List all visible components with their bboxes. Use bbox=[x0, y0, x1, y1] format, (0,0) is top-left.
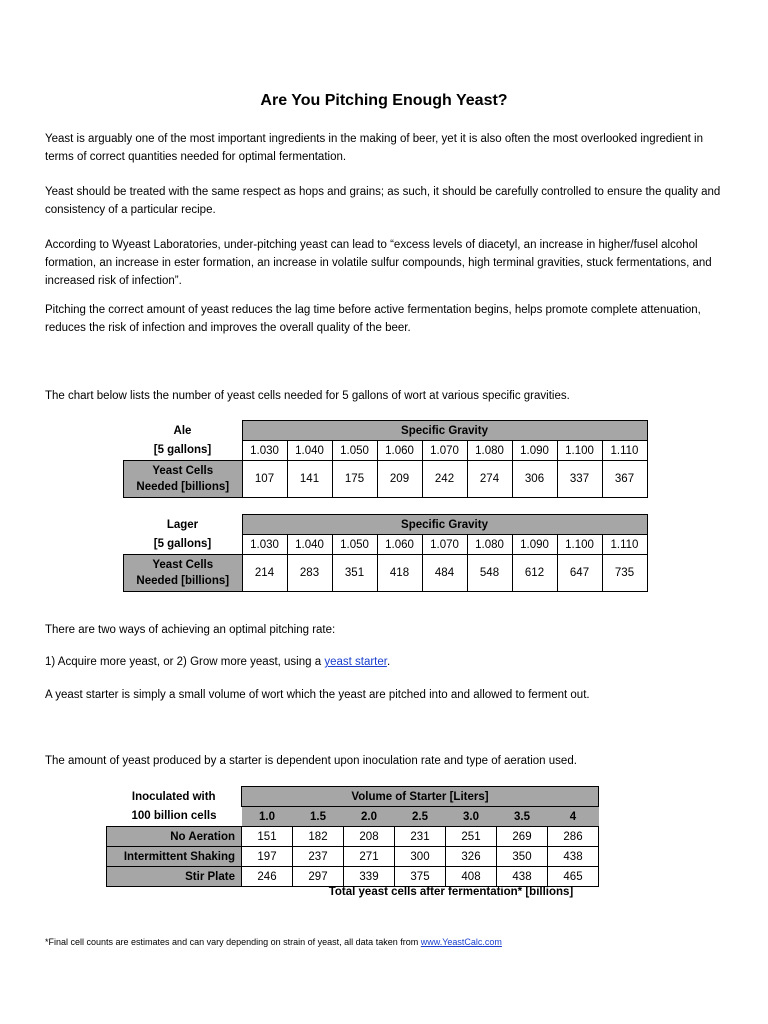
lager-value-cell: 351 bbox=[332, 555, 377, 592]
lager-value-cell: 548 bbox=[467, 555, 512, 592]
ale-label: Ale bbox=[173, 424, 192, 437]
wyeast-paragraph: According to Wyeast Laboratories, under-pitching yeast can lead to “excess levels of diacetyl, an increase in higher/fusel alcohol formation, an increase in ester formation, an increase in volatile sulfur compounds, high terminal gravities, stuck fermentations, and increased risk of infection”. bbox=[45, 239, 712, 287]
gravity-cell: 1.090 bbox=[512, 441, 557, 461]
cell-count: 197 bbox=[242, 847, 293, 867]
cell-count: 237 bbox=[293, 847, 344, 867]
gravity-cell: 1.030 bbox=[242, 535, 287, 555]
gravity-cell: 1.070 bbox=[422, 535, 467, 555]
cell-count: 246 bbox=[242, 867, 293, 887]
cell-count: 251 bbox=[446, 827, 497, 847]
cell-count: 271 bbox=[344, 847, 395, 867]
cell-count: 182 bbox=[293, 827, 344, 847]
intro-paragraph: Yeast is arguably one of the most important ingredients in the making of beer, yet it is also often the most overlooked ingredient in terms of correct quantities needed for optimal fermentation. bbox=[45, 133, 704, 163]
footnote bbox=[45, 937, 502, 947]
ale-value-cell: 306 bbox=[512, 461, 557, 498]
cell-count: 465 bbox=[548, 867, 599, 887]
ale-value-cell: 242 bbox=[422, 461, 467, 498]
lager-value-cell: 214 bbox=[242, 555, 287, 592]
lager-value-cell: 484 bbox=[422, 555, 467, 592]
gravity-cell: 1.040 bbox=[287, 535, 332, 555]
gravity-cell: 1.040 bbox=[287, 441, 332, 461]
lager-value-cell: 418 bbox=[377, 555, 422, 592]
inoculated-label: Inoculated with bbox=[131, 790, 216, 803]
cell-count: 375 bbox=[395, 867, 446, 887]
lager-value-cell: 283 bbox=[287, 555, 332, 592]
cell-count: 231 bbox=[395, 827, 446, 847]
ale-specific-gravity-header: Specific Gravity bbox=[242, 421, 647, 441]
yeast-starter-link[interactable]: yeast starter bbox=[324, 656, 387, 668]
ale-value-cell: 367 bbox=[602, 461, 647, 498]
gravity-cell: 1.050 bbox=[332, 535, 377, 555]
gravity-cell: 1.100 bbox=[557, 535, 602, 555]
ale-value-cell: 141 bbox=[287, 461, 332, 498]
ale-value-cell: 209 bbox=[377, 461, 422, 498]
volume-cell: 3.0 bbox=[446, 807, 497, 827]
aeration-label: No Aeration bbox=[107, 827, 242, 847]
ale-volume-label: [5 gallons] bbox=[153, 444, 212, 457]
ale-value-cell: 175 bbox=[332, 461, 377, 498]
cell-count: 438 bbox=[497, 867, 548, 887]
chart-intro: The chart below lists the number of yeast cells needed for 5 gallons of wort at various specific gravities. bbox=[45, 390, 570, 402]
lager-value-cell: 612 bbox=[512, 555, 557, 592]
pitching-paragraph: Pitching the correct amount of yeast reduces the lag time before active fermentation begins, helps promote complete attenuation, reduces the risk of infection and improves the overall quality of the beer. bbox=[45, 304, 701, 334]
gravity-cell: 1.080 bbox=[467, 441, 512, 461]
cell-count: 350 bbox=[497, 847, 548, 867]
cell-count: 326 bbox=[446, 847, 497, 867]
table-row bbox=[107, 867, 599, 887]
ale-table bbox=[123, 420, 648, 498]
cell-count: 438 bbox=[548, 847, 599, 867]
gravity-cell: 1.080 bbox=[467, 535, 512, 555]
cell-count: 297 bbox=[293, 867, 344, 887]
lager-label: Lager bbox=[166, 518, 199, 531]
cell-count: 300 bbox=[395, 847, 446, 867]
volume-cell: 3.5 bbox=[497, 807, 548, 827]
gravity-cell: 1.060 bbox=[377, 441, 422, 461]
starter-table-caption: Total yeast cells after fermentation* [billions] bbox=[328, 886, 574, 898]
lager-volume-label: [5 gallons] bbox=[153, 538, 212, 551]
cell-count: 151 bbox=[242, 827, 293, 847]
cell-count: 269 bbox=[497, 827, 548, 847]
cell-count: 408 bbox=[446, 867, 497, 887]
starter-table bbox=[106, 786, 599, 887]
ale-row-label-line2: Needed [billions] bbox=[136, 481, 230, 493]
cell-count: 286 bbox=[548, 827, 599, 847]
volume-cell: 2.5 bbox=[395, 807, 446, 827]
gravity-cell: 1.090 bbox=[512, 535, 557, 555]
ways-paragraph bbox=[45, 653, 725, 671]
footnote-text: *Final cell counts are estimates and can vary depending on strain of yeast, all data taken from bbox=[45, 937, 421, 947]
gravity-cell: 1.050 bbox=[332, 441, 377, 461]
gravity-cell: 1.070 bbox=[422, 441, 467, 461]
ways-text: 1) Acquire more yeast, or 2) Grow more yeast, using a bbox=[45, 656, 325, 668]
lager-value-cell: 735 bbox=[602, 555, 647, 592]
lager-specific-gravity-header: Specific Gravity bbox=[242, 515, 647, 535]
cell-count: 339 bbox=[344, 867, 395, 887]
table-row bbox=[107, 847, 599, 867]
ways-end: . bbox=[386, 656, 391, 668]
ways-intro: There are two ways of achieving an optimal pitching rate: bbox=[45, 624, 336, 636]
volume-cell: 2.0 bbox=[344, 807, 395, 827]
gravity-cell: 1.110 bbox=[602, 535, 647, 555]
volume-cell: 4 bbox=[548, 807, 599, 827]
gravity-cell: 1.030 bbox=[242, 441, 287, 461]
cells-label: 100 billion cells bbox=[131, 810, 217, 823]
aeration-label: Intermittent Shaking bbox=[107, 847, 242, 867]
volume-header: Volume of Starter [Liters] bbox=[242, 787, 599, 807]
aeration-label: Stir Plate bbox=[107, 867, 242, 887]
ale-row-label-line1: Yeast Cells bbox=[152, 465, 214, 477]
lager-row-label-line1: Yeast Cells bbox=[152, 559, 214, 571]
lager-table bbox=[123, 514, 648, 592]
gravity-cell: 1.060 bbox=[377, 535, 422, 555]
gravity-cell: 1.110 bbox=[602, 441, 647, 461]
table-row bbox=[107, 827, 599, 847]
lager-row-label bbox=[124, 555, 243, 592]
starter-definition: A yeast starter is simply a small volume of wort which the yeast are pitched into and allowed to ferment out. bbox=[45, 689, 590, 701]
ale-value-cell: 274 bbox=[467, 461, 512, 498]
volume-cell: 1.5 bbox=[293, 807, 344, 827]
lager-row-label-line2: Needed [billions] bbox=[136, 575, 230, 587]
ale-value-cell: 337 bbox=[557, 461, 602, 498]
ale-row-label bbox=[124, 461, 243, 498]
lager-value-cell: 647 bbox=[557, 555, 602, 592]
gravity-cell: 1.100 bbox=[557, 441, 602, 461]
page-title: Are You Pitching Enough Yeast? bbox=[260, 92, 508, 109]
respect-paragraph: Yeast should be treated with the same respect as hops and grains; as such, it should be carefully controlled to ensure the quality and consistency of a particular recipe. bbox=[45, 186, 721, 216]
starter-intro: The amount of yeast produced by a starter is dependent upon inoculation rate and type of aeration used. bbox=[45, 755, 577, 767]
yeastcalc-link[interactable]: www.YeastCalc.com bbox=[420, 937, 502, 947]
cell-count: 208 bbox=[344, 827, 395, 847]
volume-cell: 1.0 bbox=[242, 807, 293, 827]
ale-value-cell: 107 bbox=[242, 461, 287, 498]
